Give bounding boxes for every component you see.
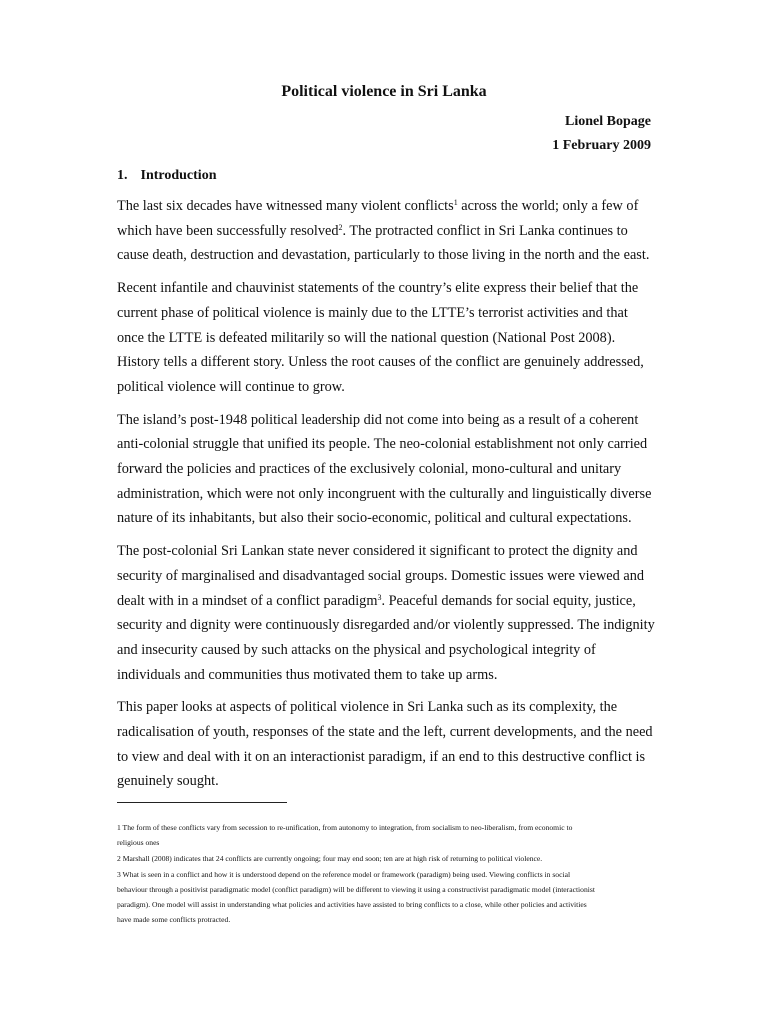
text-line: [117, 769, 657, 794]
paragraph: [117, 695, 657, 794]
section-heading: [117, 167, 216, 185]
footnote-line: 1 The form of these conflicts vary from secession to re-unification, from autonomy to integration, from socialism to neo-liberalism, from economic to: [117, 823, 573, 832]
footnote-line: behaviour through a positivist paradigmatic model (conflict paradigm) will be different to viewing it using a constructivist paradigmatic model (interactionist: [117, 885, 595, 894]
paragraph: [117, 539, 657, 687]
footnote-ref[interactable]: 3: [377, 592, 382, 602]
footnote-ref[interactable]: 2: [338, 222, 343, 232]
line-text: History tells a different story. Unless the root causes of the conflict are genuinely addressed,: [117, 354, 644, 371]
line-text: security of marginalised and disadvantaged social groups. Domestic issues were viewed and: [117, 567, 644, 584]
line-text: individuals and communities thus motivated them to take up arms.: [117, 666, 498, 683]
document-title: Political violence in Sri Lanka: [281, 83, 487, 100]
text-line: [117, 408, 657, 433]
line-text: across the world; only a few of: [457, 198, 639, 214]
footnote-line: 3 What is seen in a conflict and how it is understood depend on the reference model or framework (paradigm) being used. Viewing conflicts in social: [117, 870, 571, 879]
line-text: and insecurity caused by such attacks on the physical and psychological integrity of: [117, 641, 596, 658]
paragraph: [117, 194, 657, 268]
text-line: [117, 589, 657, 614]
text-line: [117, 350, 657, 375]
text-line: [117, 219, 657, 244]
text-line: [117, 745, 657, 770]
paragraph: [117, 408, 657, 532]
footnote: [117, 867, 657, 927]
section-title: Introduction: [140, 168, 217, 183]
section-number: 1.: [117, 168, 128, 183]
text-line: [117, 301, 657, 326]
body-text: [117, 194, 657, 802]
footnote-separator: [117, 802, 287, 803]
footnote: [117, 851, 657, 866]
line-text: genuinely sought.: [117, 773, 219, 790]
text-line: [117, 695, 657, 720]
text-line: [117, 375, 657, 400]
line-text: Recent infantile and chauvinist statements of the country’s elite express their belief that the: [117, 280, 639, 297]
line-text: The last six decades have witnessed many violent conflicts: [117, 198, 454, 214]
line-text: This paper looks at aspects of political violence in Sri Lanka such as its complexity, the: [117, 699, 618, 716]
author-name: Lionel Bopage: [565, 114, 651, 129]
document-date: 1 February 2009: [552, 138, 651, 153]
line-text: . Peaceful demands for social equity, justice,: [381, 592, 636, 609]
text-line: [117, 457, 657, 482]
text-line: [117, 720, 657, 745]
text-line: [117, 539, 657, 564]
text-line: [117, 613, 657, 638]
text-line: [117, 276, 657, 301]
paragraph: [117, 276, 657, 400]
line-text: political violence will continue to grow.: [117, 378, 345, 395]
footnote-line: religious ones: [117, 838, 160, 847]
text-line: [117, 564, 657, 589]
line-text: radicalisation of youth, responses of the state and the left, current developments, and the need: [117, 724, 653, 741]
line-text: The island’s post-1948 political leadership did not come into being as a result of a coherent: [117, 411, 639, 428]
line-text: current phase of political violence is mainly due to the LTTE’s terrorist activities and that: [117, 304, 628, 321]
footnote-ref[interactable]: 1: [453, 198, 458, 207]
line-text: which have been successfully resolved: [117, 222, 339, 239]
line-text: The post-colonial Sri Lankan state never considered it significant to protect the dignity and: [117, 543, 638, 560]
text-line: [117, 663, 657, 688]
text-line: [117, 243, 657, 268]
line-text: once the LTTE is defeated militarily so will the national question (National Post 2008).: [117, 329, 616, 346]
text-line: [117, 482, 657, 507]
text-line: [117, 194, 657, 219]
text-line: [117, 326, 657, 351]
text-line: [117, 506, 657, 531]
line-text: administration, which were not only incongruent with the culturally and linguistically diverse: [117, 485, 652, 502]
line-text: dealt with in a mindset of a conflict paradigm: [117, 592, 378, 609]
line-text: anti-colonial struggle that unified its people. The neo-colonial establishment not only carried: [117, 436, 648, 453]
line-text: nature of its inhabitants, but also their socio-economic, political and cultural expectations.: [117, 510, 632, 527]
footnote-line: 2 Marshall (2008) indicates that 24 conflicts are currently ongoing; four may end soon; ten are at high risk of returning to political violence.: [117, 854, 543, 863]
footnote-line: paradigm). One model will assist in understanding what policies and activities have assisted to bring conflicts to a close, while other policies and activities: [117, 900, 587, 909]
line-text: cause death, destruction and devastation, particularly to those living in the north and the east.: [117, 247, 650, 264]
footnote: [117, 820, 657, 850]
line-text: . The protracted conflict in Sri Lanka continues to: [342, 222, 628, 239]
footnotes: [117, 820, 657, 927]
text-line: [117, 638, 657, 663]
text-line: [117, 432, 657, 457]
line-text: to view and deal with it on an interactionist paradigm, if an end to this destructive conflict is: [117, 748, 646, 765]
line-text: forward the policies and practices of the exclusively colonial, mono-cultural and unitary: [117, 461, 622, 478]
footnote-line: have made some conflicts protracted.: [117, 915, 231, 924]
line-text: security and dignity were continuously disregarded and/or violently suppressed. The indignity: [117, 617, 655, 634]
